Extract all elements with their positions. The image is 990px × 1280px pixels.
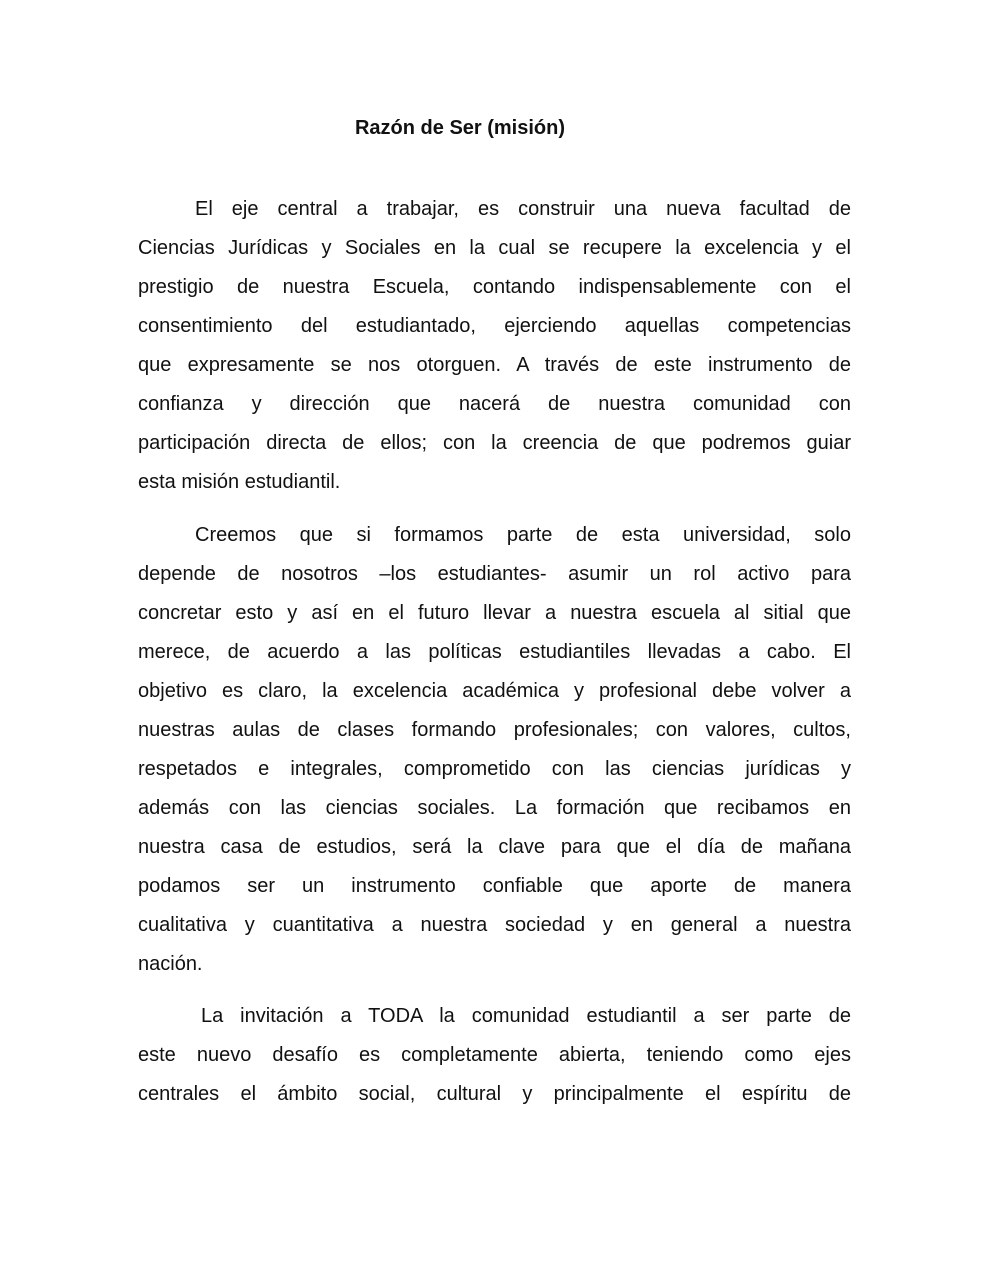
paragraph-line: respetados e integrales, comprometido con las ciencias jurídicas y [138,758,851,780]
paragraph-line: participación directa de ellos; con la creencia de que podremos guiar [138,432,851,454]
paragraph-line: nuestra casa de estudios, será la clave para que el día de mañana [138,836,851,858]
paragraph-1 [138,190,851,502]
paragraph-line: objetivo es claro, la excelencia académica y profesional debe volver a [138,680,851,702]
paragraph-line: este nuevo desafío es completamente abierta, teniendo como ejes [138,1044,851,1066]
paragraph-line: podamos ser un instrumento confiable que aporte de manera [138,875,851,897]
paragraph-line: prestigio de nuestra Escuela, contando indispensablemente con el [138,276,851,298]
paragraph-line: El eje central a trabajar, es construir una nueva facultad de [195,198,851,220]
paragraph-line: depende de nosotros –los estudiantes- asumir un rol activo para [138,563,851,585]
paragraph-line: nación. [138,953,203,975]
paragraph-line: La invitación a TODA la comunidad estudiantil a ser parte de [201,1005,851,1027]
paragraph-3 [138,997,851,1114]
paragraph-line: esta misión estudiantil. [138,471,341,493]
paragraph-line: confianza y dirección que nacerá de nuestra comunidad con [138,393,851,415]
paragraph-line: cualitativa y cuantitativa a nuestra sociedad y en general a nuestra [138,914,851,936]
paragraph-line: Creemos que si formamos parte de esta universidad, solo [195,524,851,546]
document-title: Razón de Ser (misión) [354,117,566,139]
paragraph-2 [138,516,851,984]
paragraph-line: concretar esto y así en el futuro llevar a nuestra escuela al sitial que [138,602,851,624]
paragraph-line: centrales el ámbito social, cultural y principalmente el espíritu de [138,1083,851,1105]
paragraph-line: Ciencias Jurídicas y Sociales en la cual se recupere la excelencia y el [138,237,851,259]
paragraph-line: además con las ciencias sociales. La formación que recibamos en [138,797,851,819]
paragraph-line: nuestras aulas de clases formando profesionales; con valores, cultos, [138,719,851,741]
paragraph-line: consentimiento del estudiantado, ejerciendo aquellas competencias [138,315,851,337]
paragraph-line: merece, de acuerdo a las políticas estudiantiles llevadas a cabo. El [138,641,851,663]
paragraph-line: que expresamente se nos otorguen. A través de este instrumento de [138,354,851,376]
